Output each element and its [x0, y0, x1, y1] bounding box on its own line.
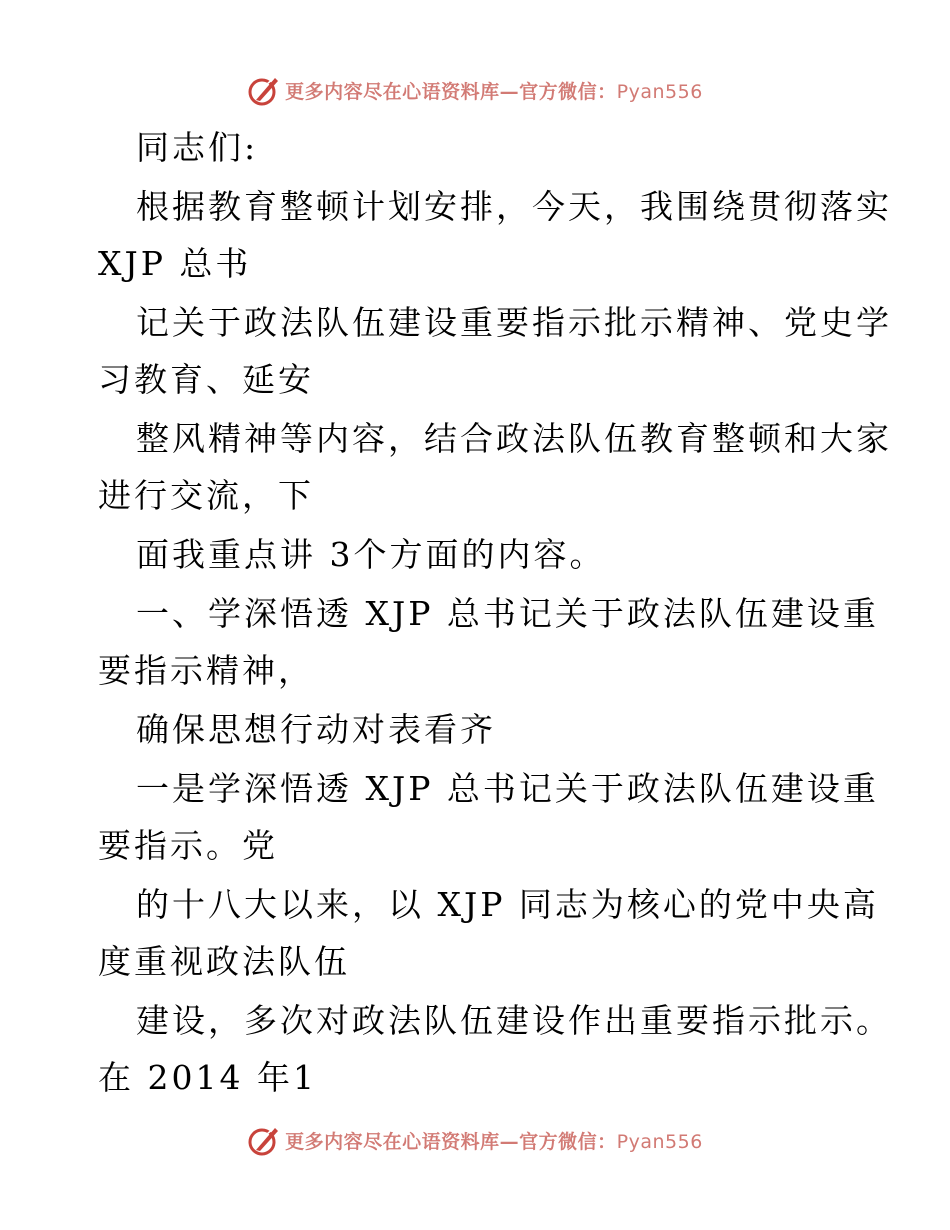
paragraph-line: 同志们: — [136, 128, 259, 167]
paragraph-line: 一是学深悟透 XJP 总书记关于政法队伍建设重 — [136, 769, 879, 808]
paragraph-line: XJP 总书 — [98, 244, 252, 283]
header-wechat-id: Pyan556 — [616, 80, 703, 103]
paragraph-line: 根据教育整顿计划安排，今天，我围绕贯彻落实 — [136, 187, 892, 226]
paragraph-line: 建设，多次对政法队伍建设作出重要指示批示。 — [136, 1001, 892, 1040]
quill-logo-icon — [247, 73, 281, 107]
paragraph-line: 记关于政法队伍建设重要指示批示精神、党史学 — [136, 303, 892, 342]
paragraph-line: 习教育、延安 — [98, 360, 314, 399]
paragraph-line: 度重视政法队伍 — [98, 942, 350, 981]
paragraph-line: 的十八大以来，以 XJP 同志为核心的党中央高 — [136, 885, 879, 924]
footer-banner — [0, 1120, 950, 1160]
paragraph-line: 整风精神等内容，结合政法队伍教育整顿和大家 — [136, 419, 892, 458]
paragraph-line: 面我重点讲 3个方面的内容。 — [136, 535, 606, 574]
heading-line: 要指示精神， — [98, 651, 314, 690]
quill-logo-icon — [247, 1123, 281, 1157]
paragraph-line: 进行交流，下 — [98, 476, 314, 515]
footer-wechat-id: Pyan556 — [616, 1130, 703, 1153]
paragraph-line: 在 2014 年1 — [98, 1058, 317, 1097]
footer-banner-text: 更多内容尽在心语资料库—官方微信： — [285, 1130, 617, 1153]
header-banner — [0, 70, 950, 110]
paragraph-line: 要指示。党 — [98, 826, 278, 865]
header-banner-text: 更多内容尽在心语资料库—官方微信： — [285, 80, 617, 103]
heading-line: 确保思想行动对表看齐 — [136, 710, 496, 749]
heading-line: 一、学深悟透 XJP 总书记关于政法队伍建设重 — [136, 594, 879, 633]
